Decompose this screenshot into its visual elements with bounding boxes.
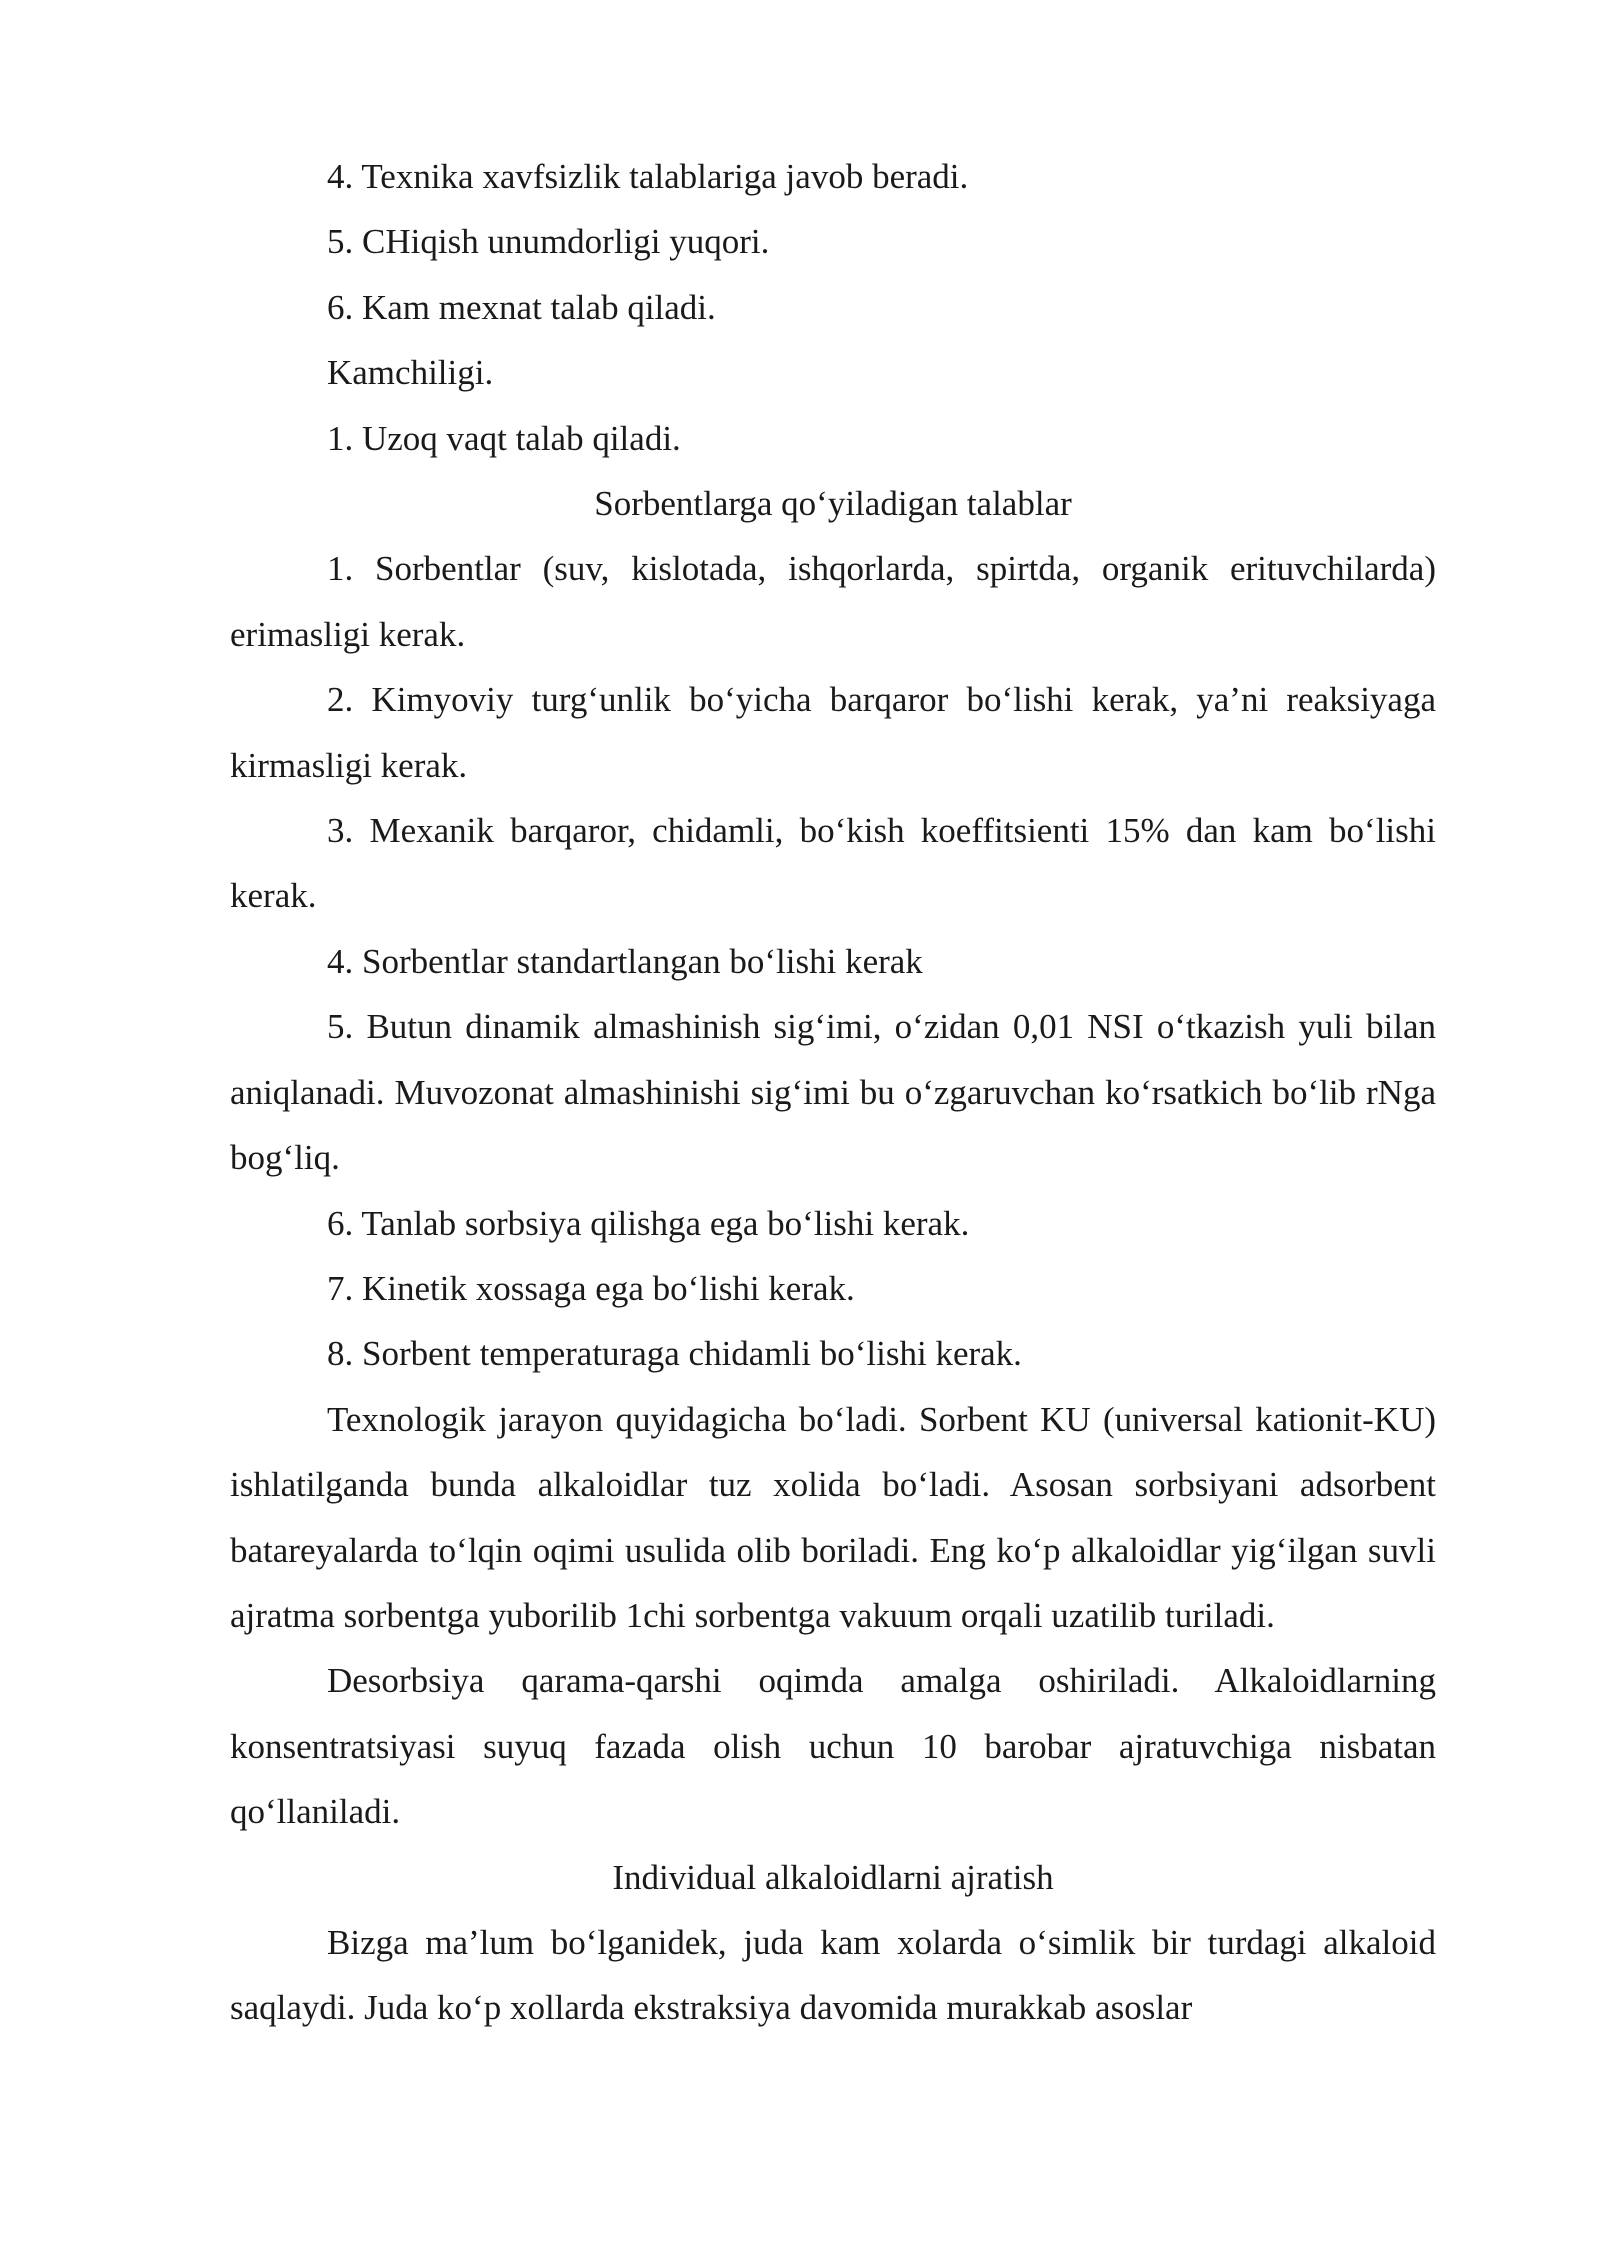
list-item-5-yield: 5. CHiqish unumdorligi yuqori. xyxy=(327,222,770,262)
disadvantage-item-1: 1. Uzoq vaqt talab qiladi. xyxy=(327,418,681,458)
section-heading-individual-alkaloids: Individual alkaloidlarni ajratish xyxy=(612,1857,1054,1897)
requirement-item-6: 6. Tanlab sorbsiya qilishga ega bo‘lishi kerak. xyxy=(327,1203,970,1243)
document-page xyxy=(230,144,1436,2041)
requirement-item-2: 2. Kimyoviy turg‘unlik bo‘yicha barqaror bo‘lishi kerak, ya’ni reaksiyaga kirmasligi kerak. xyxy=(230,680,1436,785)
requirement-item-7: 7. Kinetik xossaga ega bo‘lishi kerak. xyxy=(327,1268,855,1308)
requirement-item-5: 5. Butun dinamik almashinish sig‘imi, o‘zidan 0,01 NSI o‘tkazish yuli bilan aniqlanadi. Muvozonat almashinishi sig‘imi bu o‘zgaruvchan ko‘rsatkich bo‘lib rNga bog‘liq. xyxy=(230,1007,1436,1178)
individual-alkaloids-paragraph: Bizga ma’lum bo‘lganidek, juda kam xolarda o‘simlik bir turdagi alkaloid saqlaydi. Juda ko‘p xollarda ekstraksiya davomida murakkab asoslar xyxy=(230,1922,1436,2028)
requirement-item-1: 1. Sorbentlar (suv, kislotada, ishqorlarda, spirtda, organik erituvchilarda) erimasligi kerak. xyxy=(230,549,1436,654)
list-item-4-safety: 4. Texnika xavfsizlik talablariga javob beradi. xyxy=(327,157,969,196)
disadvantages-label: Kamchiligi. xyxy=(327,353,494,393)
section-heading-sorbent-requirements: Sorbentlarga qo‘yiladigan talablar xyxy=(594,484,1072,524)
technology-paragraph: Texnologik jarayon quyidagicha bo‘ladi. Sorbent KU (universal kationit-KU) ishlatilganda bunda alkaloidlar tuz xolida bo‘ladi. Asosan sorbsiyani adsorbent batareyalarda to‘lqin oqimi usulida olib boriladi. Eng ko‘p alkaloidlar yig‘ilgan suvli ajratma sorbentga yuborilib 1chi sorbentga vakuum orqali uzatilib turiladi. xyxy=(230,1399,1436,1635)
list-item-6-labor: 6. Kam mexnat talab qiladi. xyxy=(327,287,716,327)
requirement-item-3: 3. Mexanik barqaror, chidamli, bo‘kish koeffitsienti 15% dan kam bo‘lishi kerak. xyxy=(230,811,1436,916)
desorption-paragraph: Desorbsiya qarama-qarshi oqimda amalga oshiriladi. Alkaloidlarning konsentratsiyasi suyuq fazada olish uchun 10 barobar ajratuvchiga nisbatan qo‘llaniladi. xyxy=(230,1661,1436,1832)
requirement-item-8: 8. Sorbent temperaturaga chidamli bo‘lishi kerak. xyxy=(327,1334,1022,1374)
requirement-item-4: 4. Sorbentlar standartlangan bo‘lishi kerak xyxy=(327,941,923,981)
